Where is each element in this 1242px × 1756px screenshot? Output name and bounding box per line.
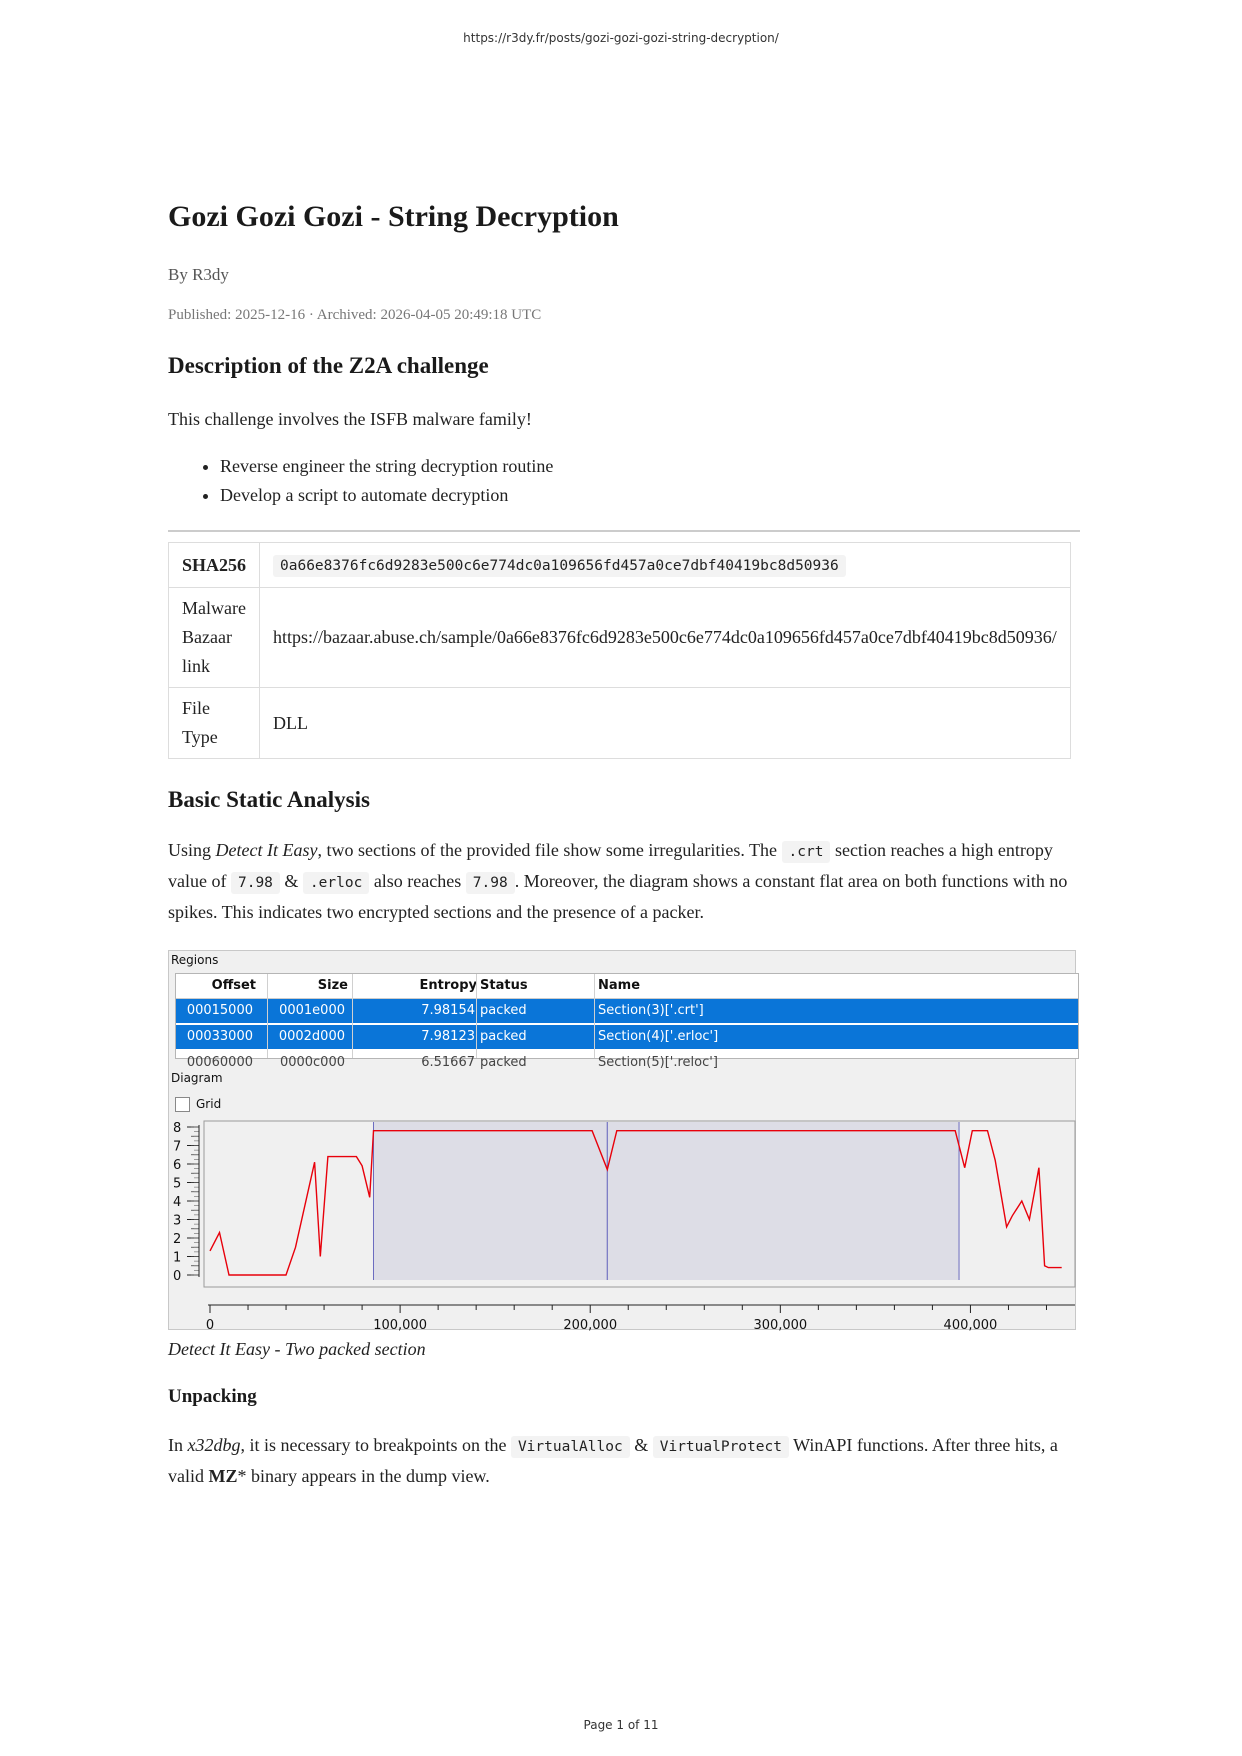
cell-offset: 00015000 (186, 1003, 253, 1018)
text-run: section reaches a high entropy value of (168, 840, 1053, 891)
y-tick-label: 8 (173, 1121, 182, 1136)
task-list (168, 452, 553, 510)
list-item: • Reverse engineer the string decryption routine (220, 452, 553, 481)
die-screenshot (168, 950, 1076, 1333)
table-row[interactable] (176, 999, 1078, 1023)
grid-label: Grid (196, 1097, 222, 1111)
cell-name: Section(3)['.crt'] (598, 1003, 704, 1018)
entropy-diagram (169, 1119, 1075, 1334)
inline-code: 7.98 (466, 872, 515, 894)
table-row (169, 688, 1071, 759)
cell-name: Section(5)['.reloc'] (598, 1055, 718, 1070)
text-run: & (279, 871, 303, 891)
inline-code: VirtualAlloc (511, 1436, 630, 1458)
tool-name: Detect It Easy (215, 840, 318, 860)
diagram-label: Diagram (171, 1071, 223, 1085)
y-tick-label: 0 (173, 1269, 182, 1284)
packed-region (373, 1122, 607, 1280)
table-value: DLL (260, 688, 1071, 759)
table-row (169, 588, 1071, 688)
cell-status: packed (480, 1003, 527, 1018)
challenge-intro: This challenge involves the ISFB malware family! (168, 409, 532, 429)
y-tick-label: 1 (173, 1250, 182, 1266)
cell-name: Section(4)['.erloc'] (598, 1029, 719, 1044)
cell-entropy: 7.98123 (421, 1029, 475, 1044)
col-status: Status (480, 978, 528, 993)
column-divider (594, 974, 595, 1058)
static-analysis-paragraph (168, 836, 1080, 927)
challenge-heading: Description of the Z2A challenge (168, 353, 489, 378)
bazaar-link[interactable]: https://bazaar.abuse.ch/sample/0a66e8376fc6d9283e500c6e774dc0a109656fd457a0ce7dbf40419bc8d50936/ (260, 588, 1071, 688)
bold-text: MZ (208, 1466, 238, 1486)
text-run: & (629, 1435, 653, 1455)
sample-info-table (168, 542, 1071, 759)
section-divider (168, 530, 1080, 532)
table-row[interactable] (176, 1051, 1078, 1075)
text-run: WinAPI functions. After three hits, a valid (168, 1435, 1058, 1486)
unpacking-paragraph (168, 1431, 1080, 1491)
sha256-code: 0a66e8376fc6d9283e500c6e774dc0a109656fd457a0ce7dbf40419bc8d50936 (273, 555, 846, 577)
cell-size: 0000c000 (279, 1055, 345, 1070)
text-run: Using (168, 840, 216, 860)
y-tick-label: 7 (173, 1139, 182, 1155)
regions-label: Regions (171, 953, 219, 967)
page-url: https://r3dy.fr/posts/gozi-gozi-gozi-string-decryption/ (463, 31, 779, 45)
col-name: Name (598, 978, 641, 993)
publish-date: Published: 2025-12-16 · Archived: 2026-04-05 20:49:18 UTC (168, 307, 542, 323)
text-run: * binary appears in the dump view. (237, 1466, 490, 1486)
cell-entropy: 6.51667 (421, 1055, 475, 1070)
tool-name: x32dbg (187, 1435, 241, 1455)
inline-code: VirtualProtect (653, 1436, 789, 1458)
col-entropy: Entropy (419, 978, 477, 993)
table-key: File Type (169, 688, 260, 759)
table-value (260, 543, 1071, 588)
static-analysis-heading: Basic Static Analysis (168, 787, 370, 812)
table-key: SHA256 (169, 543, 260, 588)
cell-size: 0002d000 (278, 1029, 345, 1044)
y-tick-label: 5 (173, 1176, 182, 1192)
inline-code: .crt (782, 841, 831, 863)
y-tick-label: 4 (173, 1195, 182, 1210)
column-divider (267, 974, 268, 1058)
page-number: Page 1 of 11 (583, 1718, 659, 1732)
col-offset: Offset (211, 978, 256, 993)
y-tick-label: 2 (173, 1232, 182, 1247)
x-tick-label: 300,000 (753, 1318, 808, 1333)
cell-status: packed (480, 1029, 527, 1044)
packed-region (607, 1122, 959, 1280)
cell-entropy: 7.98154 (421, 1003, 475, 1018)
x-tick-label: 0 (205, 1318, 215, 1333)
table-row (169, 543, 1071, 588)
x-tick-label: 200,000 (563, 1318, 618, 1333)
text-run: , two sections of the provided file show some irregularities. The (317, 840, 782, 860)
x-tick-label: 400,000 (943, 1318, 998, 1333)
cell-status: packed (480, 1055, 527, 1070)
col-size: Size (317, 978, 348, 993)
x-tick-label: 100,000 (373, 1318, 427, 1333)
column-divider (352, 974, 353, 1058)
table-row[interactable] (176, 1025, 1078, 1049)
cell-size: 0001e000 (279, 1003, 345, 1018)
y-tick-label: 3 (173, 1213, 182, 1229)
table-header (176, 974, 1078, 999)
y-tick-label: 6 (173, 1158, 182, 1173)
text-run: . Moreover, the diagram shows a constant flat area on both functions with no spikes. This indicates two encrypted sections and the presence of a packer. (168, 871, 1068, 922)
unpacking-heading: Unpacking (168, 1386, 257, 1407)
cell-offset: 00033000 (186, 1029, 253, 1044)
inline-code: 7.98 (231, 872, 280, 894)
text-run: In (168, 1435, 188, 1455)
text-run: also reaches (369, 871, 466, 891)
inline-code: .erloc (303, 872, 369, 894)
figure-caption: Detect It Easy - Two packed section (168, 1339, 426, 1359)
grid-checkbox[interactable] (175, 1097, 190, 1112)
list-item: • Develop a script to automate decryption (220, 481, 553, 510)
die-screenshot-figure (168, 950, 1076, 1333)
page-title: Gozi Gozi Gozi - String Decryption (168, 200, 619, 233)
author-byline: By R3dy (168, 265, 229, 284)
column-divider (476, 974, 477, 1058)
regions-table (175, 973, 1079, 1070)
table-key: Malware Bazaar link (169, 588, 260, 688)
cell-offset: 00060000 (186, 1055, 253, 1070)
text-run: , it is necessary to breakpoints on the (240, 1435, 511, 1455)
